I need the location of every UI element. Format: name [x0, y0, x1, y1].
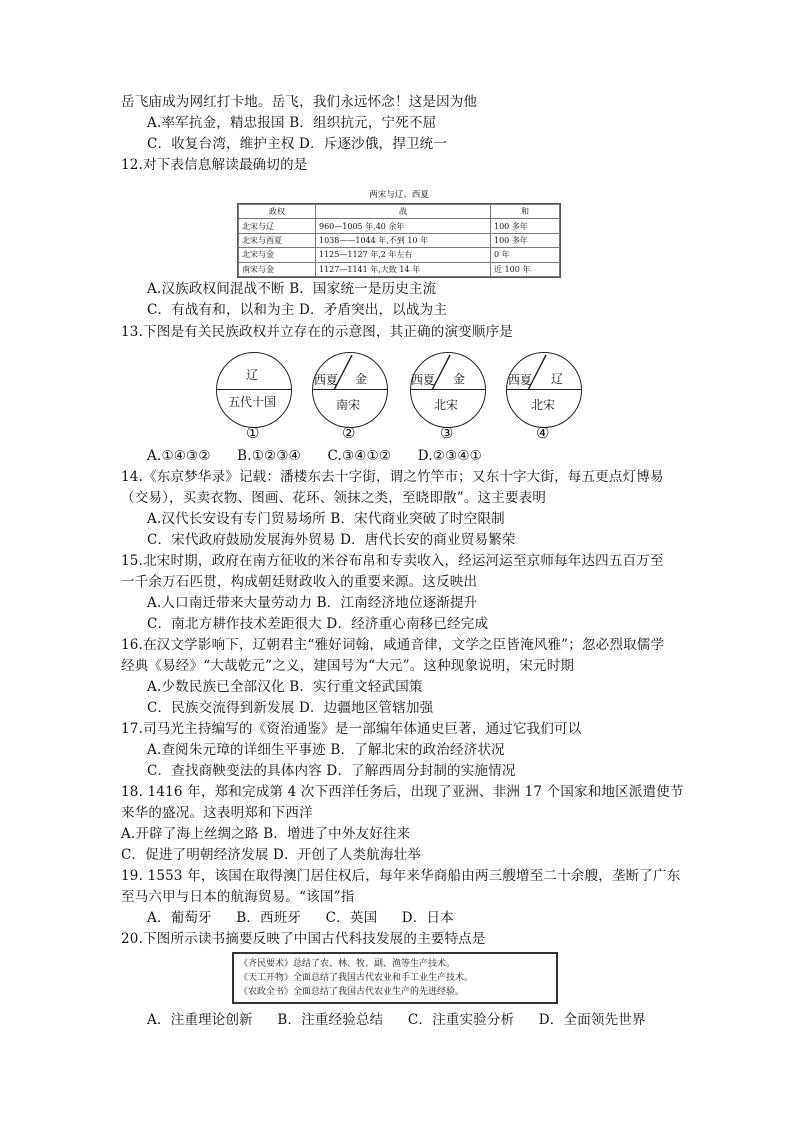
circle-3-left-label: 西夏 [411, 373, 436, 387]
table-cell: 1038——1044 年,不到 10 年 [316, 233, 491, 247]
circle-2-bottom-label: 南宋 [336, 398, 361, 412]
circle-3-right-label: 金 [453, 372, 466, 386]
circle-4-right-label: 辽 [551, 372, 564, 386]
table-cell: 0 年 [491, 248, 560, 262]
q13-stem: 13.下图是有关民族政权并立存在的示意图，其正确的演变顺序是 [121, 324, 513, 340]
table-cell: 100 多年 [491, 233, 560, 247]
regime-circle-1 [216, 352, 292, 428]
q17-options-cd: C．查找商鞅变法的具体内容 D．了解西周分封制的实施情况 [147, 763, 516, 779]
circle-4-divider [506, 352, 583, 429]
circle-2-right-label: 金 [355, 372, 368, 386]
table-cell: 1127—1141 年,大致 14 年 [316, 262, 491, 276]
q19-options: A．葡萄牙 B．西班牙 C．英国 D．日本 [147, 910, 454, 926]
q18-stem-line2: 来华的盛况。这表明郑和下西洋 [121, 805, 313, 821]
q18-stem-line1: 18. 1416 年，郑和完成第 4 次下西洋任务后，出现了亚洲、非洲 17 个国家和地区派遣使节 [121, 784, 684, 800]
table-cell: 1125—1127 年,2 年左右 [316, 248, 491, 262]
circle-2-divider [312, 352, 389, 429]
table-header: 和 [491, 205, 560, 219]
circle-2-number: ② [342, 424, 356, 442]
q19-stem-line1: 19. 1553 年，该国在取得澳门居住权后，每年来华商船由两三艘增至二十余艘，垄断了广东 [121, 868, 681, 884]
q12-table-title: 两宋与辽、西夏 [369, 190, 429, 200]
q15-stem-line2: 一千余万石匹贯，构成朝廷财政收入的重要来源。这反映出 [121, 574, 478, 590]
q20-options: A．注重理论创新 B．注重经验总结 C．注重实验分析 D．全面领先世界 [147, 1012, 646, 1028]
table-cell: 南宋与金 [239, 262, 316, 276]
circle-4-left-label: 西夏 [508, 373, 533, 387]
table-cell: 北宋与辽 [239, 219, 316, 233]
circle-3-divider [410, 352, 487, 429]
q17-stem: 17.司马光主持编写的《资治通鉴》是一部编年体通史巨著，通过它我们可以 [121, 721, 582, 737]
q15-stem-line1: 15.北宋时期，政府在南方征收的米谷布帛和专卖收入，经运河运至京师每年达四五百万至 [121, 553, 664, 569]
q12-options-cd: C．有战有和，以和为主 D．矛盾突出，以战为主 [147, 302, 448, 318]
q14-options-cd: C．宋代政府鼓励发展海外贸易 D．唐代长安的商业贸易繁荣 [147, 532, 516, 548]
q16-stem-line1: 16.在汉文学影响下，辽朝君主“雅好词翰，咸通音律，文学之臣皆淹风雅”；忽必烈取儒学 [121, 637, 665, 653]
q16-options-cd: C．民族交流得到新发展 D．边疆地区管辖加强 [147, 700, 434, 716]
table-cell: 北宋与金 [239, 248, 316, 262]
q11-options-ab: A.率军抗金，精忠报国 B．组织抗元，宁死不屈 [147, 115, 437, 131]
q13-options: A.①④③② B.①②③④ C.③④①② D.②③④① [147, 448, 482, 464]
q18-options-ab: A.开辟了海上丝绸之路 B．增进了中外友好往来 [121, 826, 411, 842]
q12-table [237, 190, 561, 278]
q14-options-ab: A.汉代长安设有专门贸易场所 B．宋代商业突破了时空限制 [147, 511, 505, 527]
q12-stem: 12.对下表信息解读最确切的是 [121, 157, 308, 173]
reading-note: 《天工开物》全面总结了我国古代农业和手工业生产技术。 [239, 973, 474, 983]
table-header: 政权 [239, 205, 316, 219]
q16-options-ab: A.少数民族已全部汉化 B．实行重文轻武国策 [147, 679, 423, 695]
q18-options-cd: C．促进了明朝经济发展 D．开创了人类航海壮举 [121, 847, 422, 863]
table-row [239, 233, 560, 247]
q20-stem: 20.下图所示读书摘要反映了中国古代科技发展的主要特点是 [121, 931, 486, 947]
table-row [239, 262, 560, 276]
q11-stem: 岳飞庙成为网红打卡地。岳飞，我们永远怀念！这是因为他 [121, 94, 478, 110]
q19-stem-line2: 至马六甲与日本的航海贸易。“该国”指 [121, 889, 355, 905]
q11-options-cd: C．收复台湾，维护主权 D．斥逐沙俄，捍卫统一 [147, 136, 448, 152]
circle-2-left-label: 西夏 [314, 373, 339, 387]
q14-stem-line1: 14.《东京梦华录》记载：潘楼东去十字街，谓之竹竿市；又东十字大街，每五更点灯博易 [121, 469, 664, 485]
q14-stem-line2: （交易），买卖衣物、图画、花环、领抹之类，至晓即散”。这主要表明 [121, 490, 547, 506]
q20-reading-notes-box [232, 952, 558, 1004]
circle-3-number: ③ [440, 424, 454, 442]
table-cell: 近 100 年 [491, 262, 560, 276]
circle-3-bottom-label: 北宋 [434, 398, 459, 412]
circle-4-bottom-label: 北宋 [531, 398, 556, 412]
q15-options-ab: A.人口南迁带来大量劳动力 B．江南经济地位逐渐提升 [147, 595, 478, 611]
table-row [239, 219, 560, 233]
reading-note: 《齐民要术》总结了农、林、牧、副、渔等生产技术。 [239, 959, 456, 969]
table-row [239, 248, 560, 262]
q16-stem-line2: 经典《易经》“大哉乾元”之义，建国号为“大元”。这种现象说明，宋元时期 [121, 658, 575, 674]
circle-1-top-label: 辽 [246, 368, 259, 382]
reading-note: 《农政全书》全面总结了我国古代农业生产的先进经验。 [239, 987, 465, 997]
circle-4-number: ④ [536, 424, 550, 442]
circle-1-number: ① [246, 424, 260, 442]
table-cell: 北宋与西夏 [239, 233, 316, 247]
q17-options-ab: A.查阅朱元璋的详细生平事迹 B．了解北宋的政治经济状况 [147, 742, 505, 758]
table-cell: 960—1005 年,40 余年 [316, 219, 491, 233]
table-cell: 100 多年 [491, 219, 560, 233]
q12-options-ab: A.汉族政权间混战不断 B．国家统一是历史主流 [147, 281, 437, 297]
q15-options-cd: C．南北方耕作技术差距很大 D．经济重心南移已经完成 [147, 616, 489, 632]
table-header: 战 [316, 205, 491, 219]
circle-1-bottom-label: 五代十国 [228, 395, 277, 409]
